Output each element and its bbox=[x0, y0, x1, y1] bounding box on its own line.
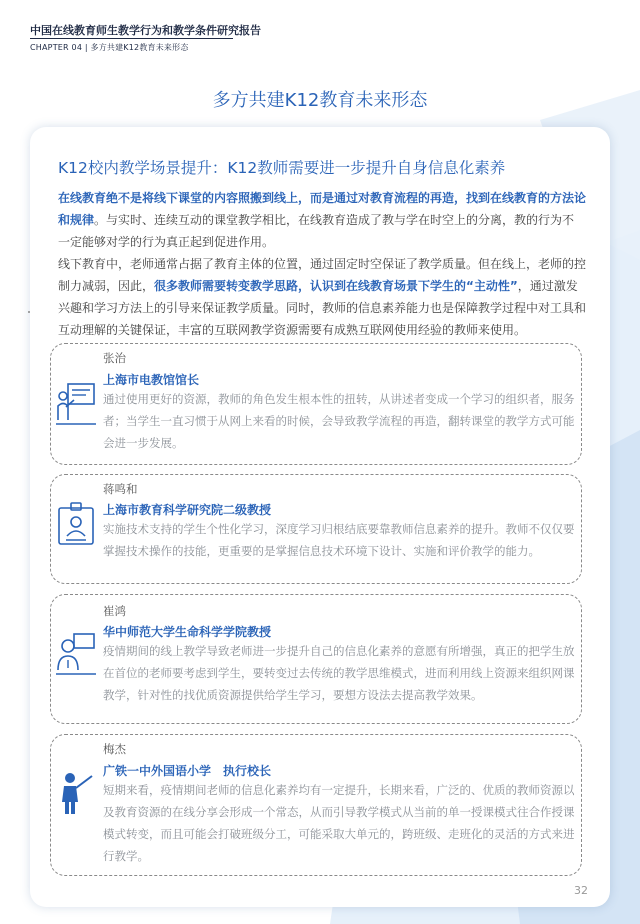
chapter-label: CHAPTER 04 | 多方共建K12教育未来形态 bbox=[30, 43, 189, 52]
intro-paragraph-2b: ，通过激发兴趣和学习方法上的引导来保证教学质量。同时，教师的信息素养能力也是保障教学过程中对工具和互动理解的关键保证，丰富的互联网教学资源需要有成熟互联网使用经验的教师来使用。 bbox=[58, 279, 587, 337]
presenter-icon bbox=[56, 630, 96, 678]
page-title: 多方共建K12教育未来形态 bbox=[212, 90, 428, 111]
expert-name: 张治 bbox=[103, 351, 126, 365]
pointing-teacher-icon bbox=[56, 770, 96, 818]
page-number: 32 bbox=[574, 884, 588, 897]
expert-org: 上海市教育科学研究院二级教授 bbox=[103, 503, 272, 517]
expert-name: 蒋鸣和 bbox=[103, 482, 138, 496]
intro-highlight-1: 在线教育绝不是将线下课堂的内容照搬到线上，而是通过对教育流程的再造，找到在线教育的方法论和规律 bbox=[58, 191, 587, 227]
teacher-board-icon bbox=[56, 380, 96, 428]
report-title: 中国在线教育师生教学行为和教学条件研究报告 bbox=[30, 24, 261, 37]
header-divider bbox=[30, 38, 233, 39]
expert-quote: 实施技术支持的学生个性化学习，深度学习归根结底要靠教师信息素养的提升。教师不仅仅要掌握技术操作的技能，更重要的是掌握信息技术环境下设计、实施和评价教学的能力。 bbox=[103, 522, 575, 558]
section-heading: K12校内教学场景提升：K12教师需要进一步提升自身信息化素养 bbox=[58, 159, 506, 177]
intro-text bbox=[58, 187, 586, 341]
expert-org: 上海市电教馆馆长 bbox=[103, 373, 200, 387]
expert-quote: 疫情期间的线上教学导致老师进一步提升自己的信息化素养的意愿有所增强，真正的把学生放在首位的老师要考虑到学生，要转变过去传统的教学思维模式，进而利用线上资源来组织网课教学，针对性的找优质资源提供给学生学习，要想方设法去提高教学效果。 bbox=[103, 644, 575, 702]
expert-name: 梅杰 bbox=[103, 742, 126, 756]
intro-paragraph-1: 。与实时、连续互动的课堂教学相比，在线教育造成了教与学在时空上的分离，教的行为不一定能够对学的行为真正起到促进作用。 bbox=[58, 213, 575, 249]
expert-name: 崔鸿 bbox=[103, 604, 126, 618]
expert-org: 广铁一中外国语小学 执行校长 bbox=[103, 764, 272, 778]
expert-quote: 短期来看，疫情期间老师的信息化素养均有一定提升，长期来看，广泛的、优质的教师资源以及教育资源的在线分享会形成一个常态，从而引导教学模式从当前的单一授课模式往合作授课模式转变，而且可能会打破班级分工，可能采取大单元的，跨班级、走班化的灵活的方式来进行教学。 bbox=[103, 783, 575, 863]
margin-dot bbox=[28, 311, 30, 313]
id-badge-icon bbox=[56, 500, 96, 548]
expert-quote: 通过使用更好的资源，教师的角色发生根本性的扭转，从讲述者变成一个学习的组织者，服务者；当学生一直习惯于从网上来看的时候，会导致教学流程的再造，翻转课堂的教学方式可能会进一步发展。 bbox=[103, 392, 575, 450]
intro-highlight-2: 很多教师需要转变教学思路，认识到在线教育场景下学生的“主动性” bbox=[154, 279, 518, 293]
expert-org: 华中师范大学生命科学学院教授 bbox=[103, 625, 272, 639]
intro-paragraph-2a: 线下教育中，老师通常占据了教育主体的位置，通过固定时空保证了教学质量。但在线上，老师的控制力减弱，因此， bbox=[58, 257, 587, 293]
